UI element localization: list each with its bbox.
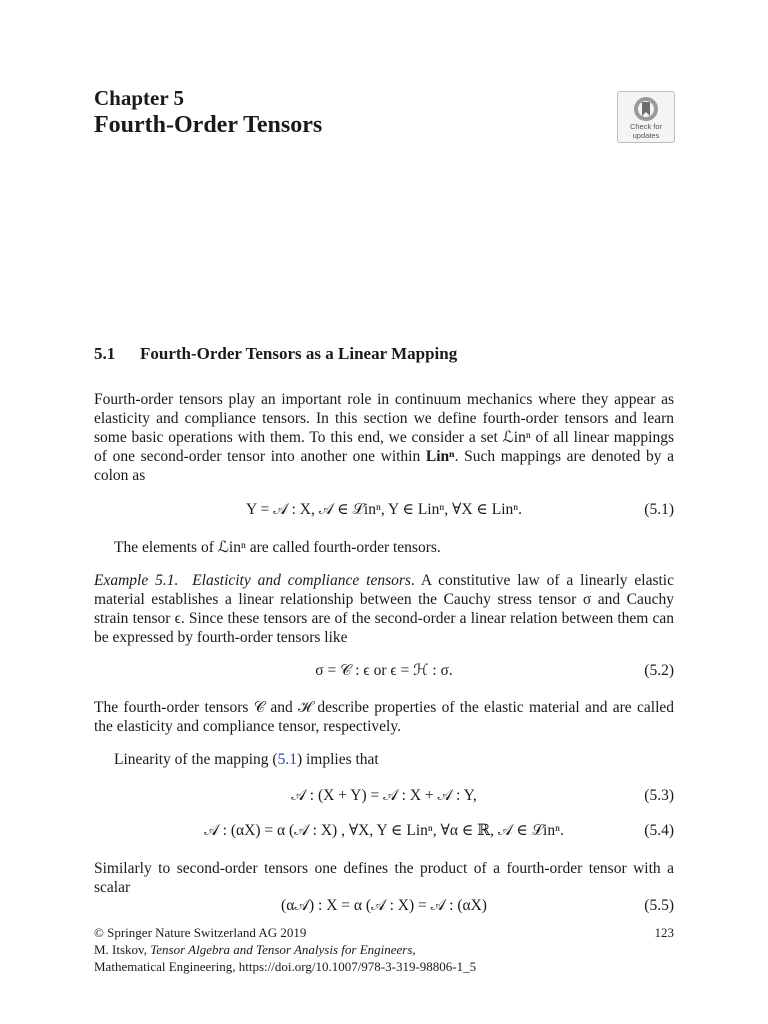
linearity-paragraph: Linearity of the mapping (5.1) implies that (114, 751, 379, 768)
equation-expression: σ = 𝒞 : ϵ or ϵ = ℋ : σ. (315, 662, 453, 679)
section-number: 5.1 (94, 344, 116, 363)
check-for-updates-badge[interactable] (617, 91, 675, 143)
equation-5-1 (94, 500, 674, 520)
example-label: Example 5.1. (94, 572, 179, 589)
equation-number: (5.2) (644, 662, 674, 679)
equation-expression: (α𝒜) : X = α (𝒜 : X) = 𝒜 : (αX) (281, 897, 487, 914)
page-number: 123 (654, 925, 674, 940)
equation-reference-link[interactable]: 5.1 (277, 751, 297, 768)
scalar-product-paragraph: Similarly to second-order tensors one defines the product of a fourth-order tensor with a scalar (94, 860, 674, 896)
equation-number: (5.1) (644, 501, 674, 518)
badge-line1: Check for (629, 122, 663, 131)
intro-paragraph: Fourth-order tensors play an important role in continuum mechanics where they appear as elasticity and compliance tensors. In this section we define fourth-order tensors and learn some basic operations with them. To this end, we consider a set ℒinⁿ of all linear mappings of one second-order tensor into another one within Linⁿ. Such mappings are denoted by a colon as (94, 391, 675, 484)
section-title: Fourth-Order Tensors as a Linear Mapping (140, 344, 458, 363)
example-title: Elasticity and compliance tensors (192, 572, 411, 589)
bookmark-icon (633, 96, 659, 122)
equation-5-3 (94, 786, 674, 806)
equation-expression: Y = 𝒜 : X, 𝒜 ∈ ℒinⁿ, Y ∈ Linⁿ, ∀X ∈ Linⁿ. (245, 501, 523, 518)
copyright-line: © Springer Nature Switzerland AG 2019 (94, 925, 307, 940)
chapter-label: Chapter 5 (94, 86, 185, 110)
example-paragraph: Example 5.1. Elasticity and compliance tensors. A constitutive law of a linearly elastic material establishes a linear relationship between the Cauchy stress tensor σ and Cauchy strain tensor ϵ. Since these tensors are of the second-order a linear relation between them can be expressed by fourth-order tensors like (94, 572, 674, 646)
equation-expression: 𝒜 : (αX) = α (𝒜 : X) , ∀X, Y ∈ Linⁿ, ∀α ∈ ℝ, 𝒜 ∈ ℒinⁿ. (204, 822, 564, 839)
citation-line: M. Itskov, Tensor Algebra and Tensor Analysis for Engineers, (94, 942, 416, 957)
equation-expression: 𝒜 : (X + Y) = 𝒜 : X + 𝒜 : Y, (291, 787, 477, 804)
badge-line2: updates (632, 131, 660, 140)
equation-number: (5.5) (644, 897, 674, 914)
tensor-properties-paragraph: The fourth-order tensors 𝒞 and ℋ describe properties of the elastic material and are called the elasticity and compliance tensor, respectively. (94, 699, 674, 735)
equation-number: (5.4) (644, 822, 674, 839)
series-doi-line: Mathematical Engineering, https://doi.org/10.1007/978-3-319-98806-1_5 (94, 959, 477, 974)
section-heading (94, 344, 457, 364)
chapter-title: Fourth-Order Tensors (94, 112, 323, 138)
page-footer (94, 924, 674, 975)
equation-5-5 (94, 896, 674, 916)
equation-5-4 (94, 821, 674, 841)
equation-number: (5.3) (644, 787, 674, 804)
equation-5-2 (94, 661, 674, 681)
elements-paragraph: The elements of ℒinⁿ are called fourth-order tensors. (114, 539, 441, 556)
